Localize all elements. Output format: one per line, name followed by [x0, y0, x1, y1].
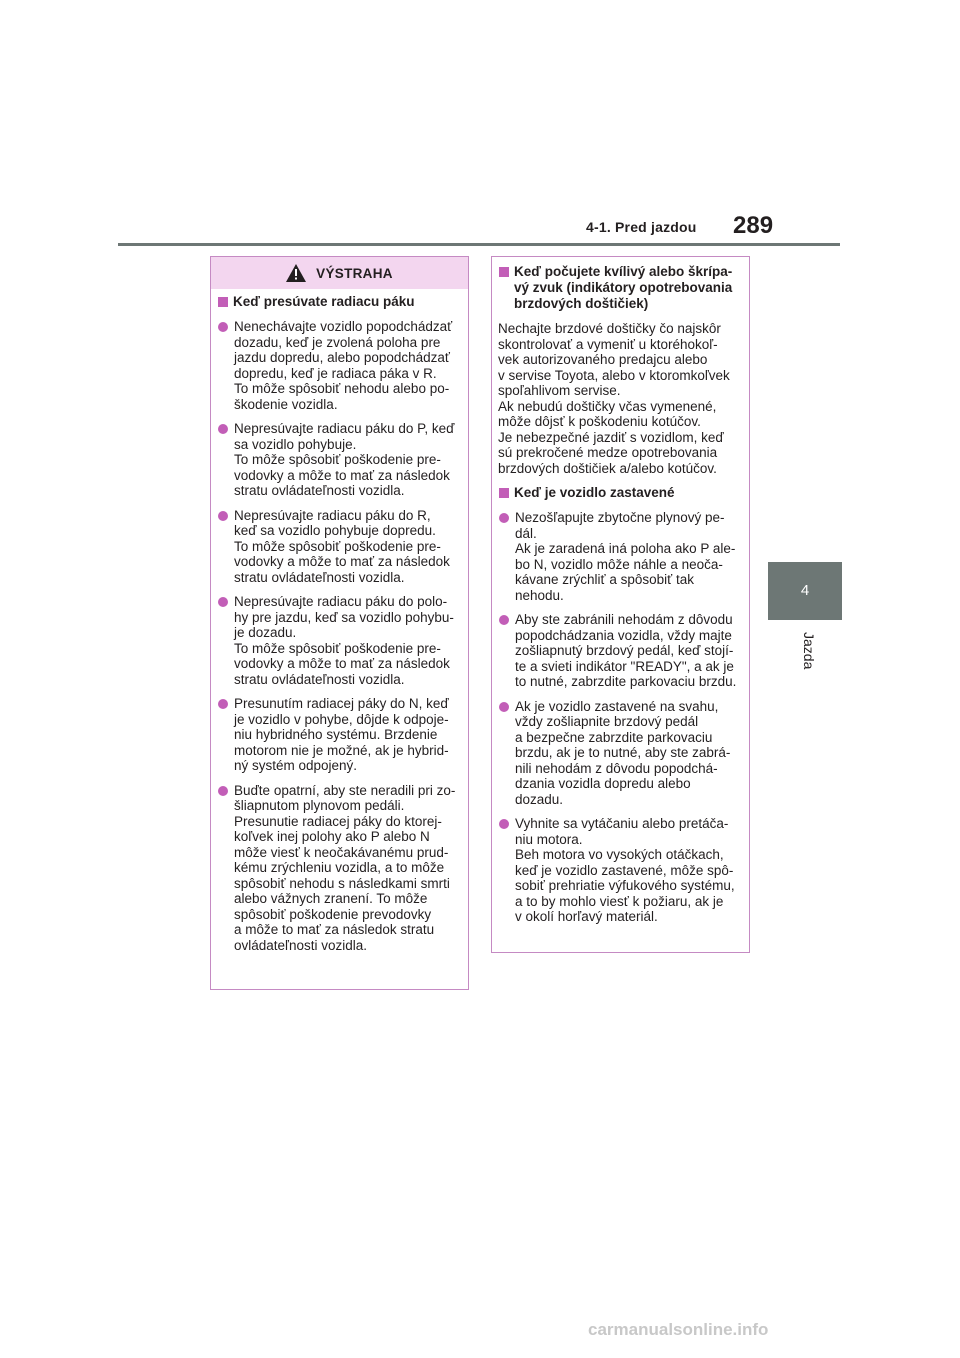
list-item: Presunutím radiacej páky do N, keď je vozidlo v pohybe, dôjde k odpoje- niu hybridného systému. Brzdenie motorom nie je možné, ak je hybrid- ný systém odpojený. [217, 696, 462, 774]
list-item: Ak je vozidlo zastavené na svahu, vždy zošliapnite brzdový pedál a bezpečne zabrzdite parkovaciu brzdu, ak je to nutné, aby ste zabrá- nili nehodám z dôvodu popodchá- dzania vozidla dopredu alebo dozadu. [498, 699, 743, 808]
notice-box [491, 256, 750, 953]
section-title: 4-1. Pred jazdou [586, 219, 697, 235]
round-bullet-icon [218, 511, 228, 521]
warning-title-bar [211, 257, 468, 289]
list-item: Nezošľapujte zbytočne plynový pe- dál. Ak je zaradená iná poloha ako P ale- bo N, vozidlo môže náhle a neoča- kávane zrýchliť a spôsobiť tak nehodu. [498, 510, 743, 603]
round-bullet-icon [499, 513, 509, 523]
round-bullet-icon [499, 615, 509, 625]
page-number: 289 [733, 212, 774, 239]
chapter-label: Jazda [801, 632, 817, 670]
chapter-tab: 4 [768, 562, 842, 620]
round-bullet-icon [218, 597, 228, 607]
footer-watermark: carmanualsonline.info [588, 1320, 769, 1339]
list-item: Nenechávajte vozidlo popodchádzať dozadu, keď je zvolená poloha pre jazdu dopredu, alebo popodchádzať dopredu, keď je radiaca páka v R. To môže spôsobiť nehodu alebo po- škodenie vozidla. [217, 319, 462, 412]
list-item: Buďte opatrní, aby ste neradili pri zo- šliapnutom plynovom pedáli. Presunutie radiacej páky do ktorej- koľvek inej polohy ako P alebo N môže viesť k neočakávanému prud- kému zrýchleniu vozidla, a to môže spôsobiť nehodu s následkami smrti alebo vážnych zranení. To môže spôsobiť poškodenie prevodovky a môže to mať za následok stratu ovládateľnosti vozidla. [217, 783, 462, 954]
stopped-vehicle-heading: Keď je vozidlo zastavené [498, 485, 743, 501]
list-item: Vyhnite sa vytáčaniu alebo pretáča- niu motora. Beh motora vo vysokých otáčkach, keď je vozidlo zastavené, môže spô- sobiť prehriatie výfukového systému, a to by mohlo viesť k požiaru, ak je v okolí horľavý materiál. [498, 816, 743, 925]
round-bullet-icon [499, 702, 509, 712]
warning-title: VÝSTRAHA [316, 265, 393, 281]
warning-box [210, 256, 469, 990]
round-bullet-icon [218, 322, 228, 332]
list-item: Aby ste zabránili nehodám z dôvodu popodchádzania vozidla, vždy majte zošliapnutý brzdový pedál, keď stojí- te a svieti indikátor "READY", a ak je to nutné, zabrzdite parkovaciu brzdu. [498, 612, 743, 690]
list-item: Nepresúvajte radiacu páku do polo- hy pre jazdu, keď sa vozidlo pohybu- je dozadu. To môže spôsobiť poškodenie pre- vodovky a môže to mať za následok stratu ovládateľnosti vozidla. [217, 594, 462, 687]
brake-pad-paragraph: Nechajte brzdové doštičky čo najskôr skontrolovať a vymeniť u ktoréhokoľ- vek autorizovaného predajcu alebo v servise Toyota, alebo v ktoromkoľvek spoľahlivom servise. Ak nebudú doštičky včas vymenené, môže dôjsť k poškodeniu kotúčov. Je nebezpečné jazdiť s vozidlom, keď sú prekročené medze opotrebovania brzdových doštičiek a/alebo kotúčov. [498, 321, 730, 476]
round-bullet-icon [218, 699, 228, 709]
square-bullet-icon [218, 297, 228, 307]
list-item: Nepresúvajte radiacu páku do P, keď sa vozidlo pohybuje. To môže spôsobiť poškodenie pre- vodovky a môže to mať za následok stratu ovládateľnosti vozidla. [217, 421, 462, 499]
square-bullet-icon [499, 267, 509, 277]
round-bullet-icon [218, 424, 228, 434]
round-bullet-icon [499, 819, 509, 829]
header-divider [118, 243, 840, 246]
round-bullet-icon [218, 786, 228, 796]
warning-icon [286, 264, 306, 282]
brake-pad-heading: Keď počujete kvílivý alebo škrípa- vý zvuk (indikátory opotrebovania brzdových doštičiek) [498, 264, 743, 312]
list-item: Nepresúvajte radiacu páku do R, keď sa vozidlo pohybuje dopredu. To môže spôsobiť poškodenie pre- vodovky a môže to mať za následok stratu ovládateľnosti vozidla. [217, 508, 462, 586]
square-bullet-icon [499, 488, 509, 498]
warning-heading: Keď presúvate radiacu páku [217, 294, 462, 310]
